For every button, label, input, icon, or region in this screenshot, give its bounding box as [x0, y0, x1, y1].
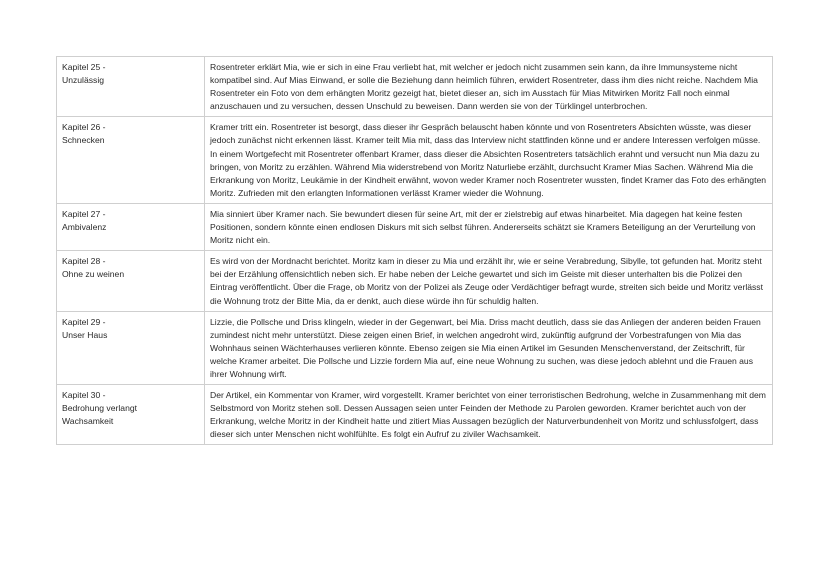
chapter-summary: Es wird von der Mordnacht berichtet. Moritz kam in dieser zu Mia und erzählt ihr, wie er seine Verabredung, Sibylle, tot gefunden hat. Moritz steht bei der Erzählung offensichtlich neben sich. Er habe neben der Leiche gewartet und sich im Geiste mit dieser unterhalten bis die Polizei den Eintrag veröffentlicht. Über die Frage, ob Moritz von der Polizei als Zeuge oder Verdächtiger befragt wurde, streiten sich beide und Moritz verlässt die Wohnung trotz der Bitte Mia, da er denkt, auch diese würde ihn für schuldig halten. — [205, 251, 773, 311]
chapter-summary: Mia sinniert über Kramer nach. Sie bewundert diesen für seine Art, mit der er zielstrebig auf etwas hinarbeitet. Mia dagegen hat keine festen Positionen, sondern könnte einen endlosen Diskurs mit sich selbst führen. Andererseits schätzt sie Kramers Beteiligung an der Verurteilung von Moritz nicht ein. — [205, 203, 773, 250]
table-row — [57, 57, 773, 117]
chapter-label: Kapitel 28 - Ohne zu weinen — [57, 251, 205, 311]
chapter-label: Kapitel 29 - Unser Haus — [57, 311, 205, 384]
chapter-label: Kapitel 27 - Ambivalenz — [57, 203, 205, 250]
chapter-summary: Kramer tritt ein. Rosentreter ist besorgt, dass dieser ihr Gespräch belauscht haben könnte und von Rosentreters Absichten wüsste, was dieser jedoch zunächst nicht erkennen lässt. Kramer teilt Mia mit, dass das Interview nicht stattfinden könne und er andere Interessen verfolgen müsse. In einem Wortgefecht mit Rosentreter offenbart Kramer, dass dieser die Absichten Rosentreters tatsächlich erahnt und versucht nun Mia dazu zu bringen, von Moritz zu erzählen. Während Mia widerstrebend von Moritz Naturliebe erzählt, durchsucht Kramer Mias Sachen. Während Mia die Erkrankung von Moritz, Leukämie in der Kindheit erwähnt, wovon weder Kramer noch Rosentreter wussten, findet Kramer das Foto des erhängten Moritz. Zufrieden mit den erlangten Informationen verlässt Kramer wieder die Wohnung. — [205, 117, 773, 204]
chapter-label: Kapitel 30 - Bedrohung verlangt Wachsamkeit — [57, 385, 205, 445]
table-row — [57, 385, 773, 445]
table-row — [57, 251, 773, 311]
chapter-summary: Der Artikel, ein Kommentar von Kramer, wird vorgestellt. Kramer berichtet von einer terroristischen Bedrohung, welche in Zusammenhang mit dem Selbstmord von Moritz stehen soll. Dessen Aussagen seien unter Feinden der Methode zu Parolen geworden. Kramer berichtet auch von der Erkrankung, welche Moritz in der Kindheit hatte und zitiert Mias Aussagen bezüglich der Naturverbundenheit von Moritz und schlussfolgert, dass dieser sich unter Menschen nicht wohlfühlte. Es folgt ein Aufruf zu ziviler Wachsamkeit. — [205, 385, 773, 445]
chapter-summary-table — [56, 56, 773, 445]
table-row — [57, 203, 773, 250]
table-row — [57, 117, 773, 204]
chapter-label: Kapitel 26 - Schnecken — [57, 117, 205, 204]
chapter-summary: Rosentreter erklärt Mia, wie er sich in eine Frau verliebt hat, mit welcher er jedoch nicht zusammen sein kann, da ihre Immunsysteme nicht kompatibel sind. Auf Mias Einwand, er solle die Beziehung dann heimlich führen, erwidert Rosentreter, dass ihm dies nicht reiche. Nachdem Mia Rosentreter ein Foto von dem erhängten Moritz gezeigt hat, bietet dieser an, sich im Ausstach für Mias Mitwirken Moritz Fall noch einmal anzuschauen und zu versuchen, dessen Unschuld zu beweisen. Dann werden sie von der Türklingel unterbrochen. — [205, 57, 773, 117]
chapter-label: Kapitel 25 - Unzulässig — [57, 57, 205, 117]
chapter-summary: Lizzie, die Pollsche und Driss klingeln, wieder in der Gegenwart, bei Mia. Driss macht deutlich, dass sie das Anliegen der anderen beiden Frauen zumindest nicht mehr unterstützt. Diese zeigen einen Brief, in welchen angedroht wird, zukünftig aufgrund der Vorbestrafungen von Mia das Wohnhaus seinen Wächterhauses verlieren könnte. Ebenso zeigen sie Mia einen Artikel im Gesunden Menschenverstand, der Zeitschrift, für welche Kramer arbeitet. Die Pollsche und Lizzie fordern Mia auf, eine neue Wohnung zu suchen, was diese jedoch ablehnt und die Frauen aus ihrer Wohnung wirft. — [205, 311, 773, 384]
table-row — [57, 311, 773, 384]
